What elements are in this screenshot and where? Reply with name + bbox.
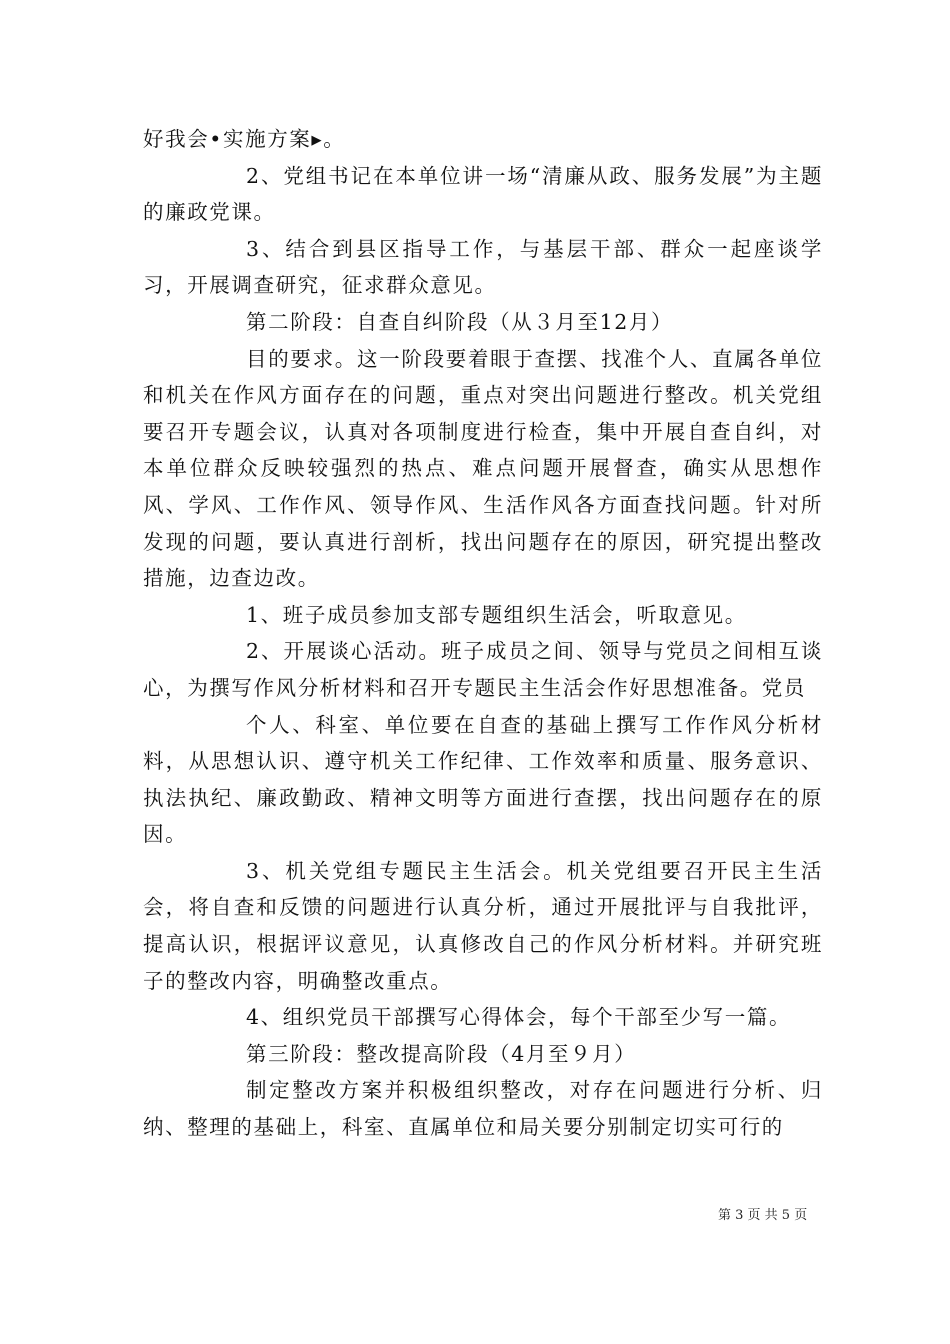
section-heading-stage-two: 第二阶段：自查自纠阶段（从３月至12月） [246,309,674,334]
section-heading-stage-three: 第三阶段：整改提高阶段（4月至９月） [246,1041,637,1066]
document-body [143,121,823,1146]
paragraph-5: 目的要求。这一阶段要着眼于查摆、找准个人、直属各单位和机关在作风方面存在的问题，重点对突出问题进行整改。机关党组要召开专题会议，认真对各项制度进行检查，集中开展自查自纠，对本单位群众反映较强烈的热点、难点问题开展督查，确实从思想作风、学风、工作作风、领导作风、生活作风各方面查找问题。针对所发现的问题，要认真进行剖析，找出问题存在的原因，研究提出整改措施，边查边改。 [143,346,823,591]
paragraph-2: 2、党组书记在本单位讲一场“清廉从政、服务发展”为主题的廉政党课。 [143,163,823,225]
paragraph-7: 2、开展谈心活动。班子成员之间、领导与党员之间相互谈心，为撰写作风分析材料和召开专题民主生活会作好思想准备。党员 [143,639,823,700]
paragraph-10: 4、组织党员干部撰写心得体会，每个干部至少写一篇。 [246,1005,792,1030]
page-number-footer: 第 3 页 共 5 页 [718,1208,808,1223]
paragraph-8: 个人、科室、单位要在自查的基础上撰写工作作风分析材料，从思想认识、遵守机关工作纪律、工作效率和质量、服务意识、执法执纪、廉政勤政、精神文明等方面进行查摆，找出问题存在的原因。 [143,712,823,847]
paragraph-6: 1、班子成员参加支部专题组织生活会，听取意见。 [246,602,747,627]
paragraph-9: 3、机关党组专题民主生活会。机关党组要召开民主生活会，将自查和反馈的问题进行认真分析，通过开展批评与自我批评，提高认识，根据评议意见，认真修改自己的作风分析材料。并研究班子的整改内容，明确整改重点。 [143,858,823,993]
paragraph-1: 好我会•实施方案▸。 [143,127,346,151]
paragraph-3: 3、结合到县区指导工作，与基层干部、群众一起座谈学习，开展调查研究，征求群众意见。 [143,236,823,298]
paragraph-12: 制定整改方案并积极组织整改，对存在问题进行分析、归纳、整理的基础上，科室、直属单位和局关要分别制定切实可行的 [143,1078,823,1140]
